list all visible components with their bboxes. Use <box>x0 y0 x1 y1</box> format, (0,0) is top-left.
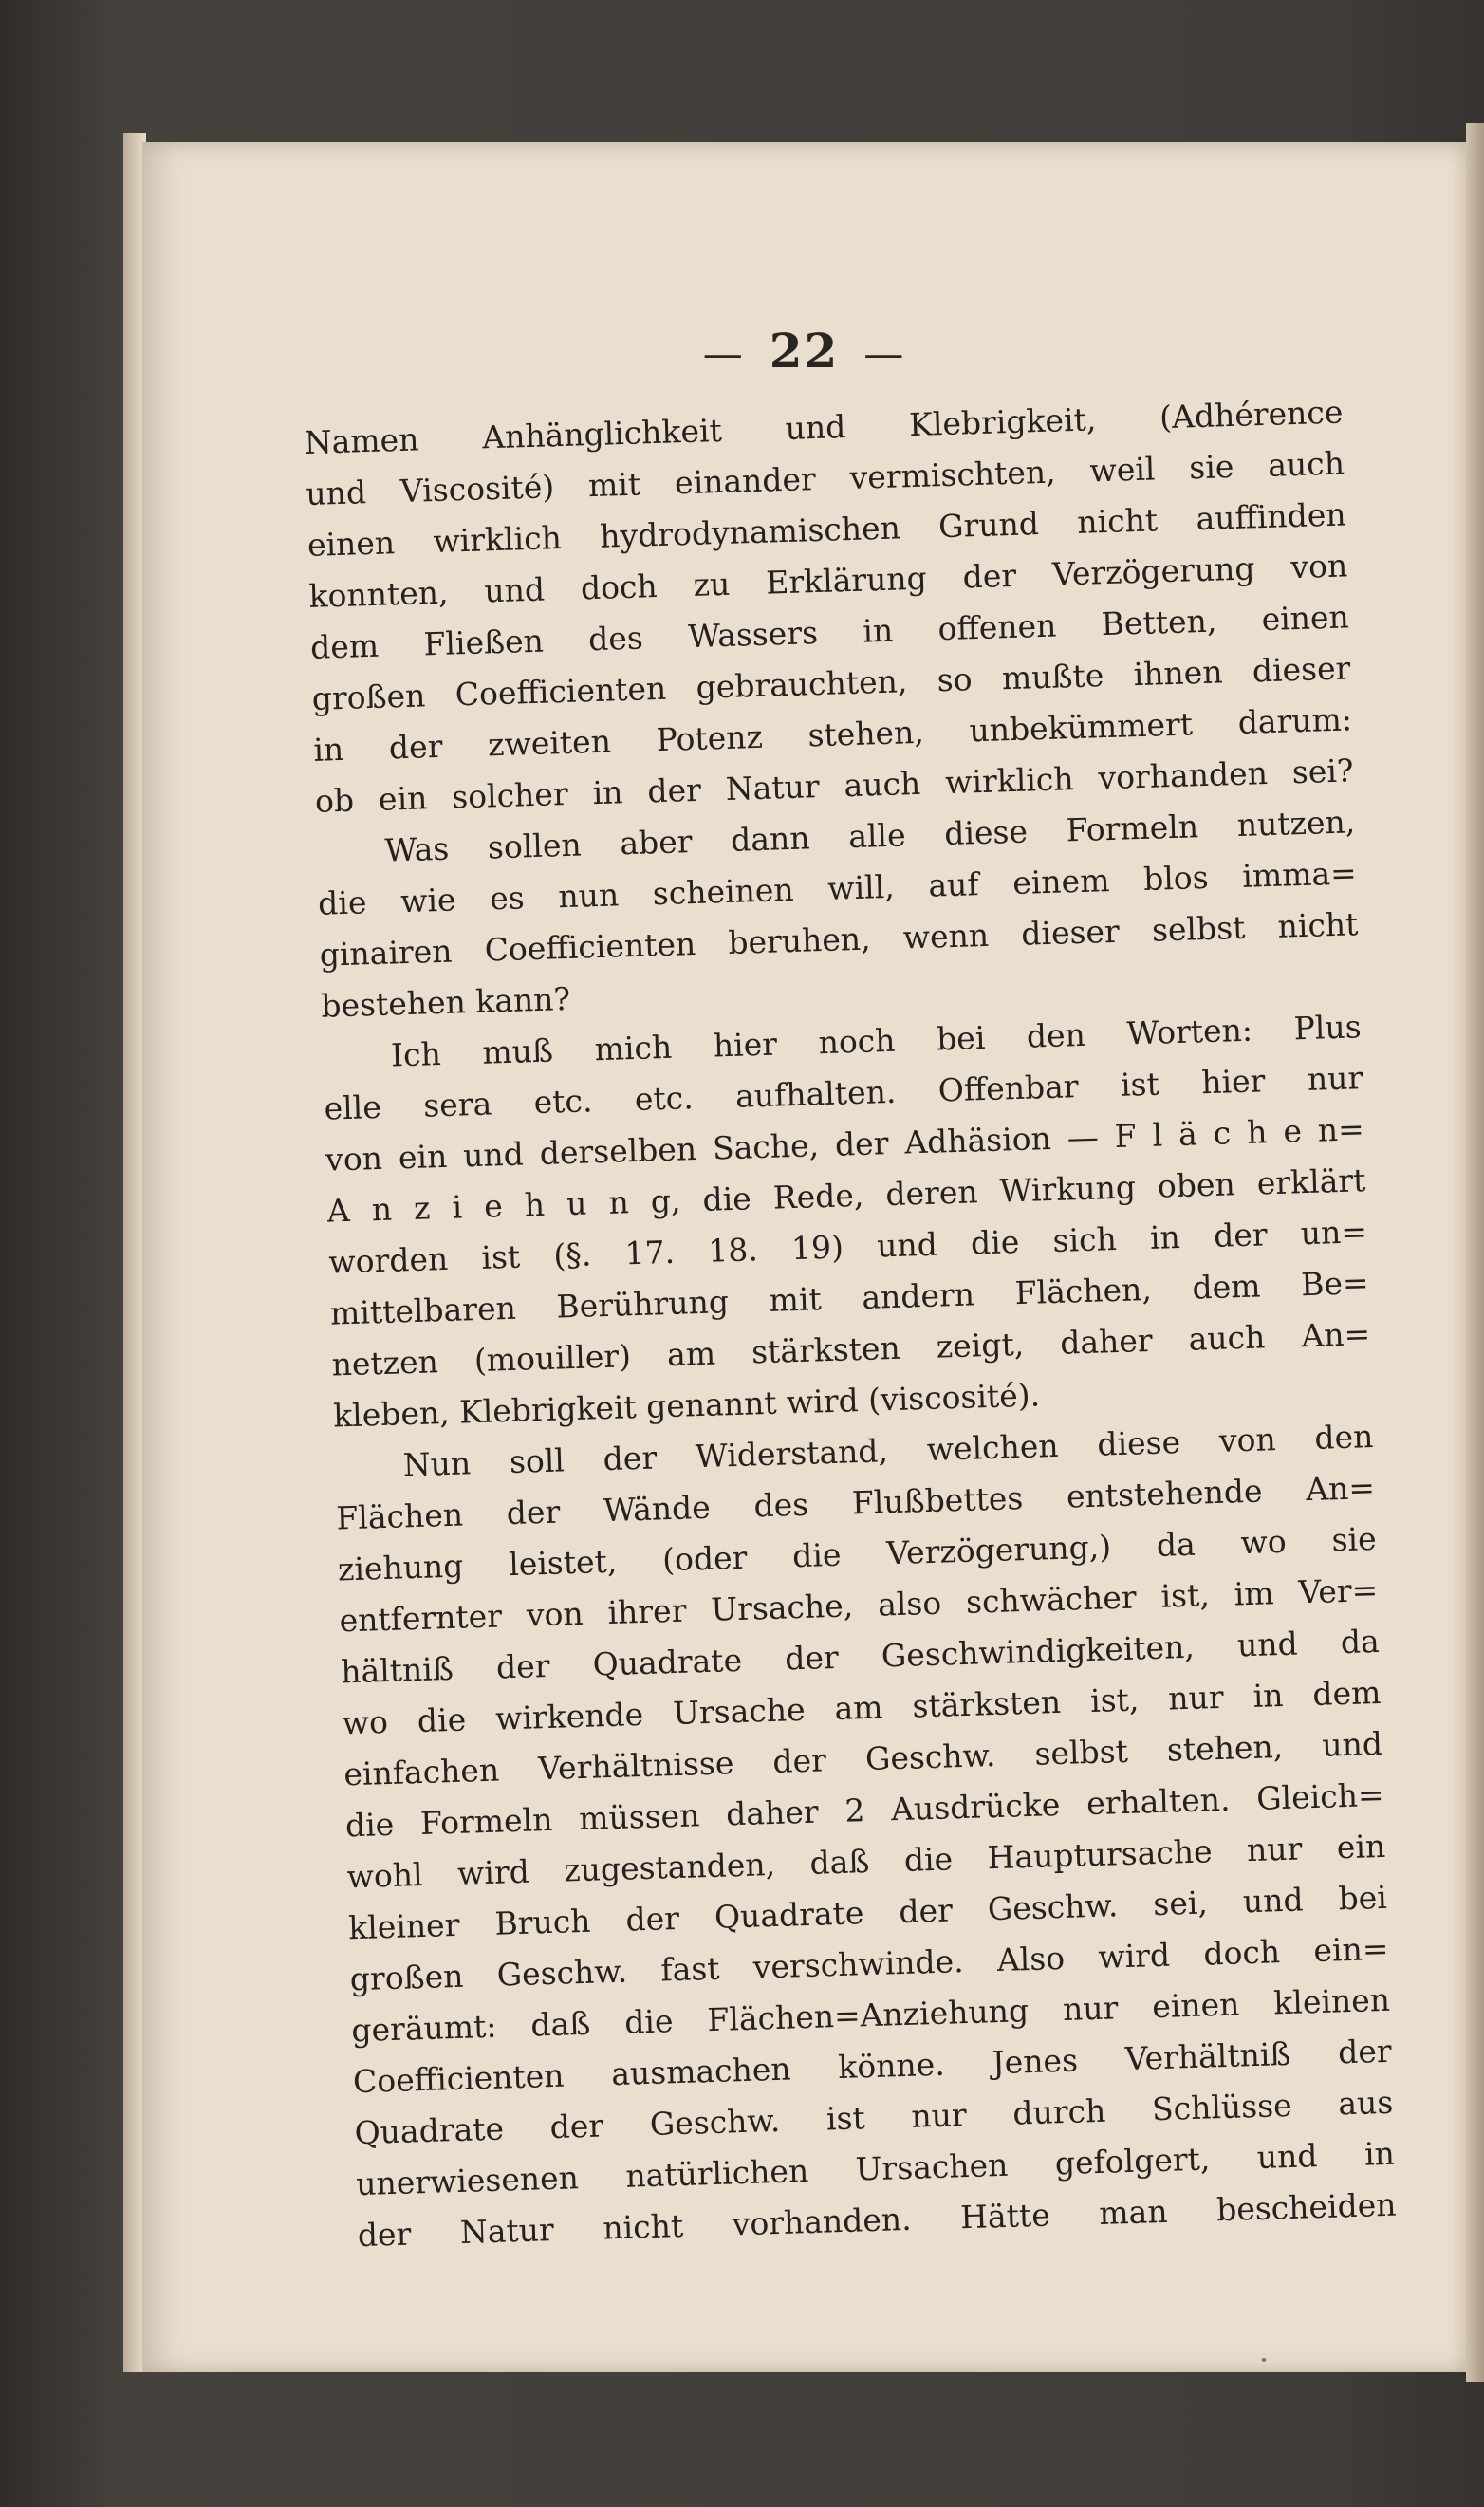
text-line: ziehung leistet, (oder die Verzögerung,) da wo sie <box>337 1519 1378 1588</box>
text-line: unerwiesenen natürlichen Ursachen gefolgert, und in <box>355 2134 1396 2203</box>
text-line: einfachen Verhältnisse der Geschw. selbst stehen, und <box>343 1724 1383 1793</box>
text-line: der Natur nicht vorhanden. Hätte man bescheiden <box>357 2185 1397 2255</box>
text-line: großen Coefficienten gebrauchten, so mußte ihnen dieser <box>311 649 1351 717</box>
text-line: netzen (mouiller) am stärksten zeigt, daher auch An= <box>331 1315 1371 1383</box>
text-line: die wie es nun scheinen will, auf einem blos imma= <box>317 854 1358 922</box>
text-line: und Viscosité) mit einander vermischten, weil sie auch <box>305 444 1345 512</box>
text-line: Was sollen aber dann alle diese Formeln nutzen, <box>383 803 1356 869</box>
paper-speck <box>1262 2358 1266 2362</box>
page-number-header <box>142 323 1466 379</box>
book-page-edge <box>1466 123 1484 2382</box>
text-line: Quadrate der Geschw. ist nur durch Schlüsse aus <box>354 2083 1394 2152</box>
text-line: Nun soll der Widerstand, welchen diese von den <box>402 1418 1374 1484</box>
text-line: wo die wirkende Ursache am stärksten ist, nur in dem <box>342 1673 1382 1742</box>
text-line: von ein und derselben Sache, der Adhäsion — F l ä c h e n= <box>325 1110 1365 1179</box>
text-line: ginairen Coefficienten beruhen, wenn dieser selbst nicht <box>319 905 1359 974</box>
text-line: Namen Anhänglichkeit und Klebrigkeit, (Adhérence <box>304 393 1344 461</box>
text-line: einen wirklich hydrodynamischen Grund nicht auffinden <box>306 495 1347 564</box>
header-dash-right: — <box>863 330 906 377</box>
text-line: Flächen der Wände des Flußbettes entstehende An= <box>335 1469 1376 1537</box>
page-number: 22 <box>769 323 840 379</box>
text-line: kleben, Klebrigkeit genannt wird (viscosité). <box>332 1376 1041 1435</box>
text-line: Ich muß mich hier noch bei den Worten: Plus <box>390 1008 1363 1074</box>
text-line: dem Fließen des Wassers in offenen Betten, einen <box>309 598 1350 666</box>
body-text <box>304 387 1399 2315</box>
text-line: wohl wird zugestanden, daß die Hauptursache nur ein <box>346 1827 1386 1896</box>
text-line: Coefficienten ausmachen könne. Jenes Verhältniß der <box>352 2032 1393 2101</box>
text-line: die Formeln müssen daher 2 Ausdrücke erhalten. Gleich= <box>344 1775 1385 1845</box>
text-line: großen Geschw. fast verschwinde. Also wird doch ein= <box>349 1929 1389 1998</box>
text-line: konnten, und doch zu Erklärung der Verzögerung von <box>308 547 1348 615</box>
text-line: hältniß der Quadrate der Geschwindigkeiten, und da <box>340 1622 1381 1691</box>
text-line: ob ein solcher in der Natur auch wirklich vorhanden sei? <box>314 752 1355 820</box>
text-line: bestehen kann? <box>320 979 571 1025</box>
text-line: entfernter von ihrer Ursache, also schwächer ist, im Ver= <box>339 1570 1379 1640</box>
text-line: mittelbaren Berührung mit andern Flächen, dem Be= <box>329 1264 1370 1332</box>
text-line: kleiner Bruch der Quadrate der Geschw. sei, und bei <box>347 1878 1388 1947</box>
text-line: worden ist (§. 17. 18. 19) und die sich in der un= <box>327 1213 1368 1281</box>
text-line: elle sera etc. etc. aufhalten. Offenbar ist hier nur <box>324 1059 1363 1127</box>
text-line: A n z i e h u n g, die Rede, deren Wirkung oben erklärt <box>326 1161 1366 1230</box>
text-line: geräumt: daß die Flächen=Anziehung nur einen kleinen <box>350 1980 1391 2050</box>
text-line: in der zweiten Potenz stehen, unbekümmert darum: <box>312 700 1353 769</box>
header-dash-left: — <box>702 330 745 377</box>
